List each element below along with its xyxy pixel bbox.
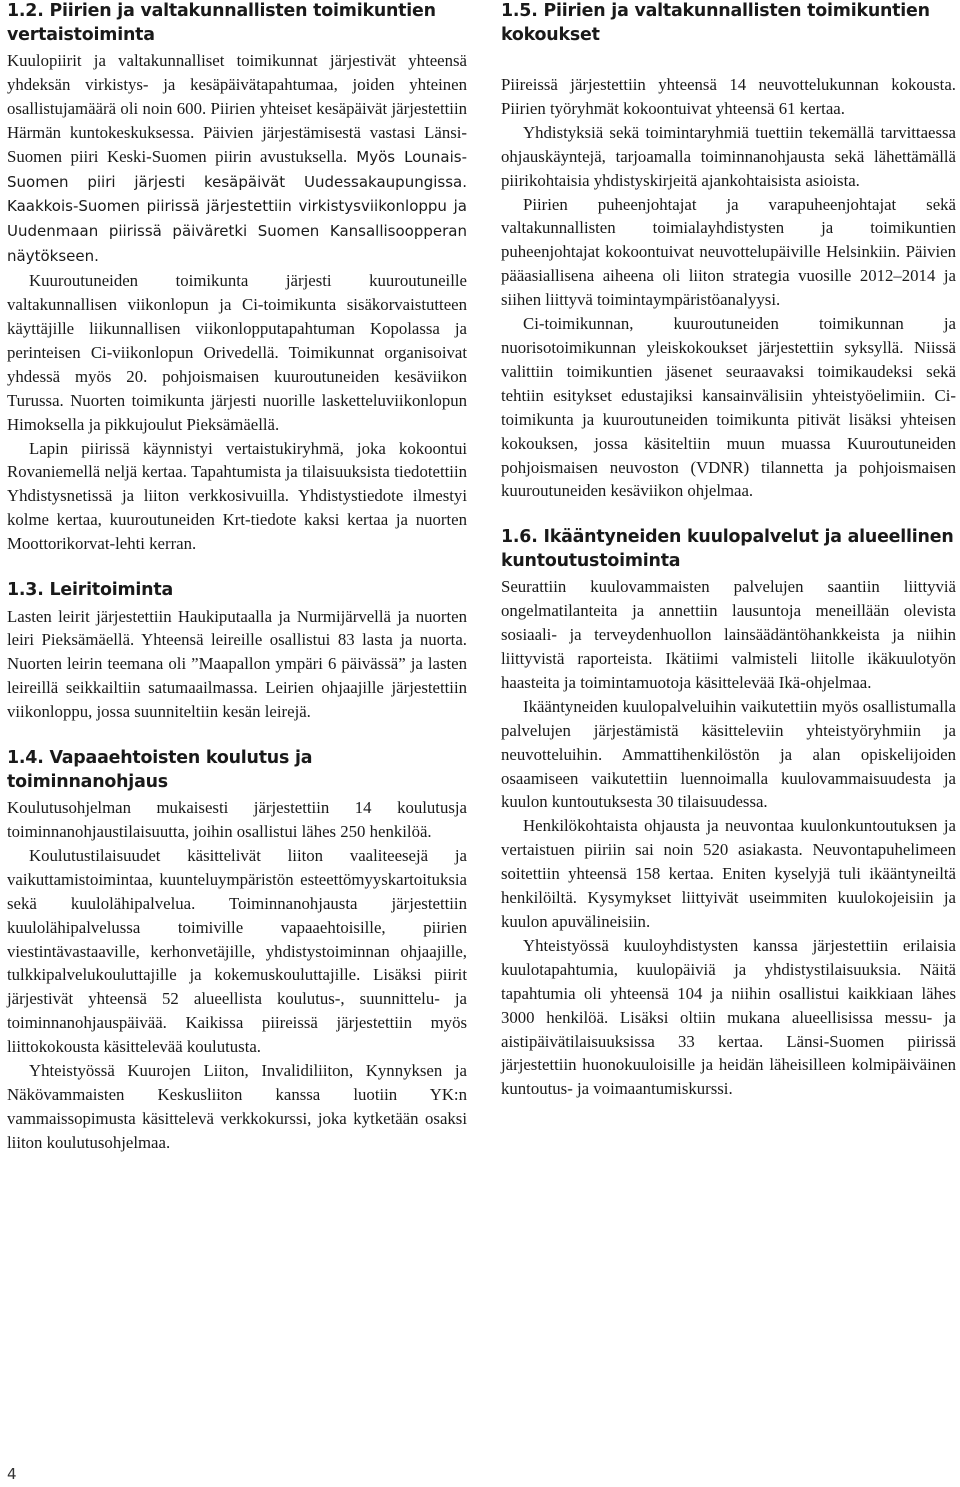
- paragraph-text: Myös Lounais-Suomen piiri järjesti kesäpäivät Uudessakaupungissa. Kaakkois-Suomen piirissä järjestettiin virkistysviikonloppu ja Uudenmaan piirissä päiväretki Suomen Kansallisoopperan näytökseen.: [7, 147, 467, 266]
- paragraph: Yhteistyössä Kuurojen Liiton, Invalidiliiton, Kynnyksen ja Näkövammaisten Keskusliiton kanssa luotiin YK:n vammaissopimusta käsittelevä verkkokurssi, joka kytketään osaksi liiton koulutusohjelmaa.: [7, 1061, 467, 1152]
- paragraph: Henkilökohtaista ohjausta ja neuvontaa kuulonkuntoutuksen ja vertaistuen piiriin sai noin 520 asiakasta. Neuvontapuhelimeen soitettiin yhteensä 158 kertaa. Eniten kyselyjä tuli ikääntyneiltä henkilöiltä. Kysymykset liittyivät useimmiten kuulokojeisiin ja kuulon apuvälineisiin.: [501, 816, 956, 931]
- paragraph: Ikääntyneiden kuulopalveluihin vaikutettiin myös osallistumalla palvelujen järjestämistä käsitteleviin yhteistyöryhmiin ja neuvotteluihin. Ammattihenkilöstön ja alan opiskelijoiden osaamiseen vaikutettiin luennoimalla kuulovammaisuudesta ja kuulon kuntoutuksesta 30 tilaisuudessa.: [501, 696, 956, 812]
- section-heading-1-5: 1.5. Piirien ja valtakunnallisten toimikuntien kokoukset: [501, 1, 930, 45]
- paragraph: Seurattiin kuulovammaisten palvelujen saantiin liittyviä ongelmatilanteita ja annettiin lausuntoja meneillään olevista sosiaali- ja terveydenhuollon lainsäädäntöhankkeista ja niihin liittyvistä raporteista. Ikätiimi valmisteli liitolle ikäkuulotyön haasteita ja toimintamuotoja käsittelevää Ikä-ohjelmaa.: [501, 577, 956, 692]
- section-heading-1-2: 1.2. Piirien ja valtakunnallisten toimikuntien vertaistoiminta: [7, 1, 436, 45]
- section-heading-1-3: 1.3. Leiritoiminta: [7, 580, 173, 601]
- section-heading-1-6: 1.6. Ikääntyneiden kuulopalvelut ja alueellinen kuntoutustoiminta: [501, 527, 954, 571]
- paragraph: Ci-toimikunnan, kuuroutuneiden toimikunnan ja nuorisotoimikunnan yleiskokoukset järjestettiin syksyllä. Niissä valittiin toimikuntien jäsenet seuraavaksi toimikaudeksi sekä tehtiin esitykset edustajiksi kansainvälisiin yhteistyöelimiin. Ci-toimikunta ja kuuroutuneiden toimikunta pitivät lisäksi yhteisen kokouksen, jossa käsiteltiin muun muassa Kuuroutuneiden pohjoismaisen neuvoston (VDNR) tilannetta ja pohjoismaisen kuuroutuneiden kesäviikon ohjelmaa.: [501, 314, 956, 501]
- paragraph: Lasten leirit järjestettiin Haukiputaalla ja Nurmijärvellä ja nuorten leiri Pieksämäellä. Yhteensä leireille osallistui 83 lasta ja nuorta. Nuorten leirin teemana oli ”Maapallon ympäri 6 päivässä” ja lasten leireillä seikkailtiin satumaailmassa. Leirien ohjaajille järjestettiin viikonloppu, jossa suunniteltiin kesän leirejä.: [7, 606, 467, 722]
- paragraph: Yhteistyössä kuuloyhdistysten kanssa järjestettiin erilaisia kuulotapahtumia, kuulopäiviä ja yhdistystilaisuuksia. Näitä tapahtumia oli yhteensä 104 ja niihin osallistui kaikkiaan lähes 3000 henkilöä. Lisäksi oltiin mukana alueellisissa messu- ja aistipäivätilaisuuksissa 33 kertaa. Länsi-Suomen piirissä järjestettiin huonokuuloisille ja heidän läheisilleen kolmipäiväinen kuntoutus- ja voimaantumiskurssi.: [501, 935, 956, 1099]
- section-heading-1-4: 1.4. Vapaaehtoisten koulutus ja toiminnanohjaus: [7, 748, 313, 792]
- right-column: [501, 0, 956, 1101]
- paragraph: Piireissä järjestettiin yhteensä 14 neuvottelukunnan kokousta. Piirien työryhmät kokoontuivat yhteensä 61 kertaa.: [501, 75, 956, 118]
- paragraph: Kuuroutuneiden toimikunta järjesti kuuroutuneille valtakunnallisen viikonlopun ja Ci-toimikunta sisäkorvaistutteen käyttäjille liikunnallisen viikonlopputapahtuman Kopolassa ja perinteisen Ci-viikonlopun Orivedellä. Toimikunnat organisoivat yhdessä myös 20. pohjoismaisen kuuroutuneiden kesäviikon Turussa. Nuorten toimikunta järjesti nuorille lasketteluviikonlopun Himoksella ja pikkujoulut Pieksämäellä.: [7, 271, 467, 434]
- left-column: [7, 0, 467, 1155]
- paragraph: [7, 49, 467, 269]
- paragraph: Koulutusohjelman mukaisesti järjestettiin 14 koulutusja toiminnanohjaustilaisuutta, joihin osallistui lähes 250 henkilöä.: [7, 798, 467, 841]
- paragraph-text: Kuulopiirit ja valtakunnalliset toimikunnat järjestivät yhteensä yhdeksän virkistys- ja kesäpäivätapahtumaa, joiden yhteinen osallistujamäärä oli noin 600. Piirien yhteiset kesäpäivät järjestettiin Härmän kuntokeskuksessa. Päivien järjestämisestä vastasi Länsi-Suomen piiri Keski-Suomen piirin avustuksella.: [7, 51, 467, 166]
- paragraph: Lapin piirissä käynnistyi vertaistukiryhmä, joka kokoontui Rovaniemellä neljä kertaa. Tapahtumista ja tilaisuuksista tiedotettiin Yhdistysnetissä ja liiton verkkosivuilla. Yhdistystiedote ilmestyi kolme kertaa, kuuroutuneiden Krt-tiedote kaksi kertaa ja nuorten Moottorikorvat-lehti kerran.: [7, 438, 467, 554]
- paragraph: Piirien puheenjohtajat ja varapuheenjohtajat sekä valtakunnallisten toimialayhdistysten ja toimikuntien puheenjohtajat kokoontuivat neuvottelupäiville Helsinkiin. Päivien pääasiallisena aiheena oli liiton strategia vuosille 2012–2014 ja siihen liittyvä toimintaympäristöanalyysi.: [501, 194, 956, 310]
- page-number: 4: [7, 1465, 17, 1483]
- paragraph: Koulutustilaisuudet käsittelivät liiton vaaliteesejä ja vaikuttamistoimintaa, kuunteluympäristön esteettömyyskartoituksia sekä kuulolähipalvelua. Toiminnanohjausta järjestettiin kuulolähipalvelussa toimiville vapaaehtoisille, piirien viestintävastaaville, kerhonvetäjille, yhdistystoiminnan ohjaajille, tulkkipalvelukouluttajille ja kokemuskouluttajille. Lisäksi piirit järjestivät yhteensä 52 alueellista koulutus-, suunnittelu- ja toiminnanohjauspäivää. Kaikissa piireissä järjestettiin myös liittokokousta käsittelevää koulutusta.: [7, 845, 467, 1057]
- paragraph: Yhdistyksiä sekä toimintaryhmiä tuettiin tekemällä tarvittaessa ohjauskäyntejä, tarjoamalla toiminnanohjausta sekä lähettämällä piirikohtaisia yhdistyskirjeitä ajankohtaisista asioista.: [501, 122, 956, 190]
